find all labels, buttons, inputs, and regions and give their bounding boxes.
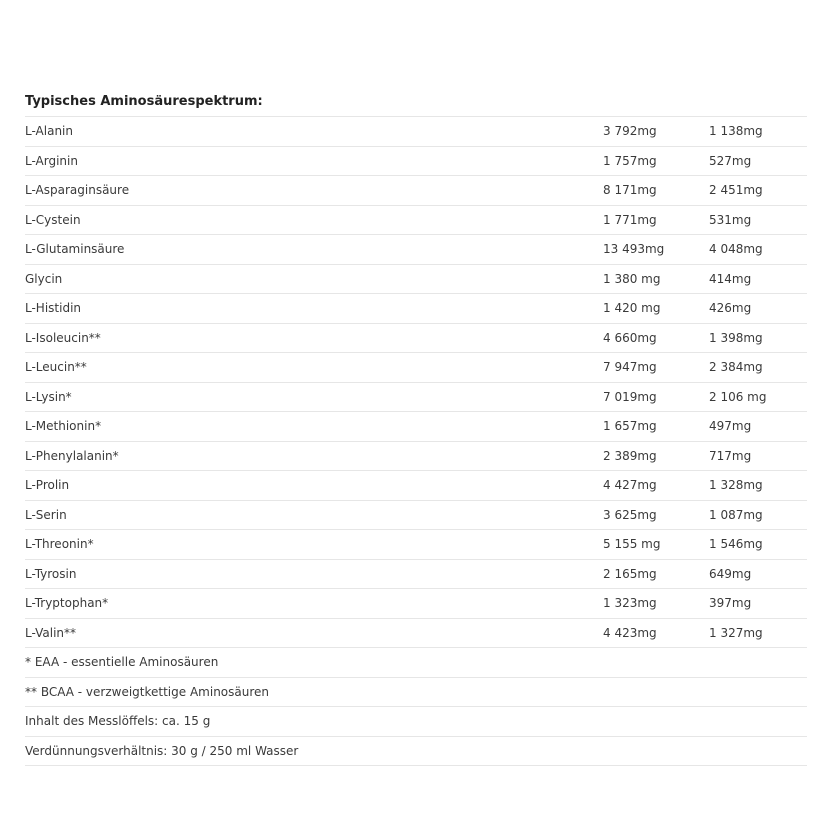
table-row: [25, 235, 807, 265]
amount-per-serving: 649mg: [709, 566, 752, 581]
amount-per-100g: 1 420 mg: [603, 301, 661, 315]
amount-per-100g: 1 657mg: [603, 419, 657, 433]
table-row: [25, 294, 807, 324]
amount-per-serving: 2 384mg: [709, 360, 763, 374]
footnote: ** BCAA - verzweigtkettige Aminosäuren: [25, 678, 807, 708]
table-row: [25, 117, 807, 147]
amount-per-100g: 2 389mg: [603, 448, 657, 463]
amino-acid-name: L-Tryptophan*: [25, 596, 109, 610]
amino-acid-name: L-Phenylalanin*: [25, 448, 119, 463]
amount-per-100g: 5 155 mg: [603, 537, 661, 551]
amount-per-serving: 1 138mg: [709, 124, 763, 138]
amount-per-serving: 1 328mg: [709, 478, 763, 492]
amino-acid-name: L-Cystein: [25, 212, 81, 227]
table-heading: Typisches Aminosäurespektrum:: [25, 88, 807, 117]
footnotes: [25, 648, 807, 766]
table-body: [25, 117, 807, 648]
amino-acid-name: L-Leucin**: [25, 360, 87, 374]
amino-acid-name: L-Alanin: [25, 124, 73, 138]
table-row: [25, 471, 807, 501]
amount-per-100g: 4 660mg: [603, 330, 657, 345]
table-row: [25, 501, 807, 531]
amino-acid-name: L-Isoleucin**: [25, 330, 101, 345]
table-row: [25, 560, 807, 590]
amount-per-serving: 1 087mg: [709, 507, 763, 522]
table-row: [25, 206, 807, 236]
table-row: [25, 530, 807, 560]
amount-per-100g: 13 493mg: [603, 242, 665, 256]
amount-per-serving: 717mg: [709, 448, 752, 463]
amount-per-100g: 1 380 mg: [603, 271, 661, 286]
amino-acid-name: L-Threonin*: [25, 537, 94, 551]
amino-acid-name: L-Valin**: [25, 625, 77, 640]
amount-per-100g: 3 625mg: [603, 507, 657, 522]
table-row: [25, 589, 807, 619]
amino-acid-name: L-Lysin*: [25, 389, 72, 404]
amount-per-serving: 414mg: [709, 271, 752, 286]
amount-per-serving: 4 048mg: [709, 242, 763, 256]
amount-per-serving: 426mg: [709, 301, 752, 315]
footnote: Inhalt des Messlöffels: ca. 15 g: [25, 707, 807, 737]
footnote: * EAA - essentielle Aminosäuren: [25, 648, 807, 678]
amount-per-serving: 1 327mg: [709, 625, 763, 640]
table-row: [25, 176, 807, 206]
amount-per-serving: 1 398mg: [709, 330, 763, 345]
amount-per-serving: 1 546mg: [709, 537, 763, 551]
table-row: [25, 619, 807, 649]
table-row: [25, 324, 807, 354]
amino-acid-name: L-Glutaminsäure: [25, 242, 125, 256]
amount-per-100g: 2 165mg: [603, 566, 657, 581]
amount-per-100g: 4 423mg: [603, 625, 657, 640]
footnote: Verdünnungsverhältnis: 30 g / 250 ml Wasser: [25, 737, 807, 767]
amount-per-100g: 8 171mg: [603, 183, 657, 197]
amount-per-100g: 3 792mg: [603, 124, 657, 138]
amino-acid-name: L-Histidin: [25, 301, 82, 315]
amount-per-serving: 531mg: [709, 212, 752, 227]
amount-per-serving: 497mg: [709, 419, 752, 433]
amount-per-serving: 397mg: [709, 596, 752, 610]
amount-per-serving: 527mg: [709, 153, 752, 168]
amino-acid-name: Glycin: [25, 271, 63, 286]
amino-acid-table: [25, 88, 807, 766]
amino-acid-name: L-Prolin: [25, 478, 70, 492]
amount-per-100g: 7 019mg: [603, 389, 657, 404]
amount-per-100g: 7 947mg: [603, 360, 657, 374]
table-row: [25, 383, 807, 413]
amount-per-100g: 1 323mg: [603, 596, 657, 610]
table-row: [25, 265, 807, 295]
amount-per-100g: 1 757mg: [603, 153, 657, 168]
amino-acid-name: L-Tyrosin: [25, 566, 77, 581]
amount-per-100g: 4 427mg: [603, 478, 657, 492]
table-row: [25, 147, 807, 177]
amount-per-serving: 2 106 mg: [709, 389, 767, 404]
amino-acid-name: L-Asparaginsäure: [25, 183, 130, 197]
amino-acid-name: L-Methionin*: [25, 419, 102, 433]
amount-per-serving: 2 451mg: [709, 183, 763, 197]
amino-acid-name: L-Arginin: [25, 153, 78, 168]
amino-acid-name: L-Serin: [25, 507, 67, 522]
amount-per-100g: 1 771mg: [603, 212, 657, 227]
table-row: [25, 412, 807, 442]
table-row: [25, 442, 807, 472]
table-row: [25, 353, 807, 383]
